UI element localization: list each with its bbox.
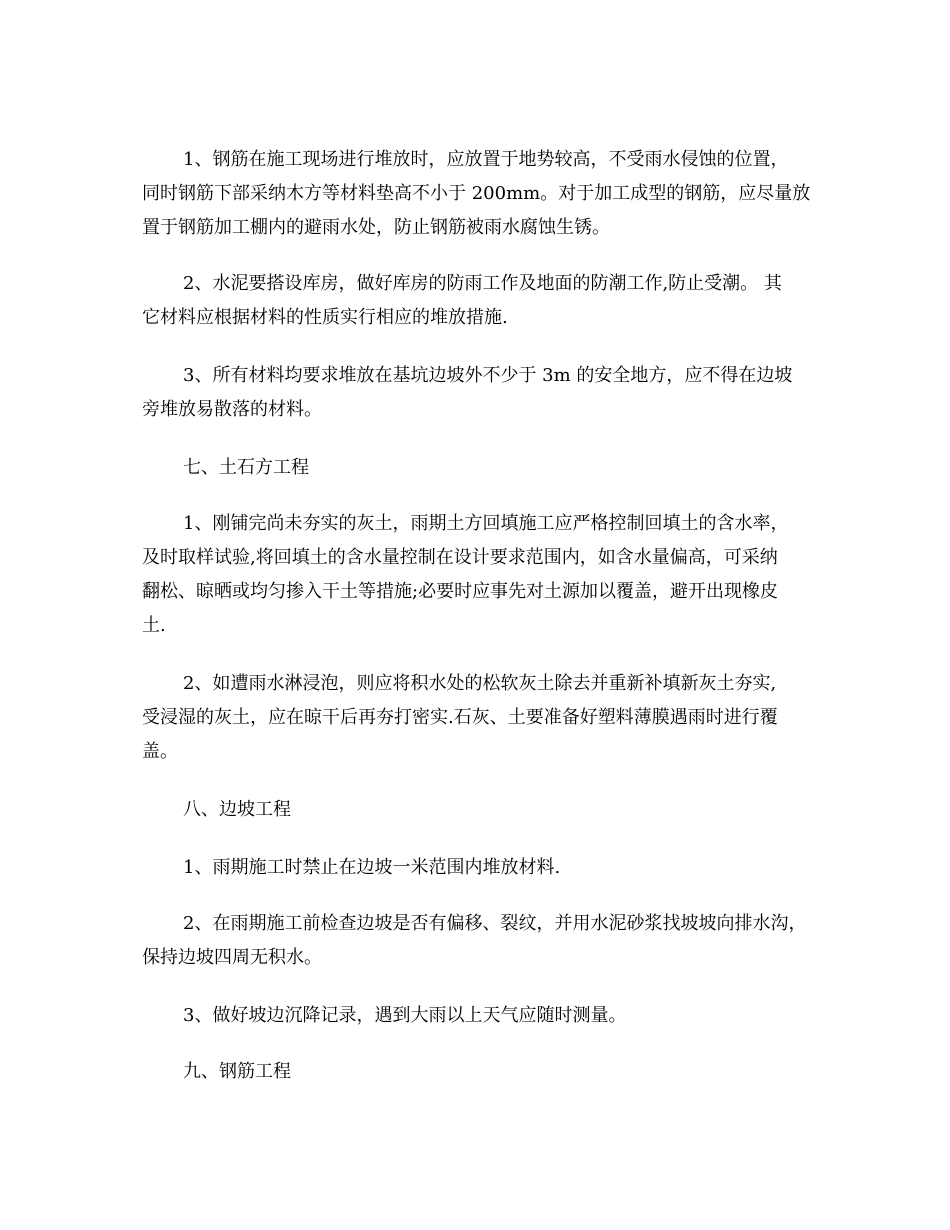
paragraph-line: 及时取样试验,将回填土的含水量控制在设计要求范围内，如含水量偏高，可采纳 [142,547,778,568]
section-heading: 七、土石方工程 [183,457,309,478]
paragraph-line: 3、所有材料均要求堆放在基坑边坡外不少于 3m 的安全地方，应不得在边坡 [183,365,793,386]
paragraph-line: 2、在雨期施工前检查边坡是否有偏移、裂纹，并用水泥砂浆找坡坡向排水沟， [183,913,807,934]
paragraph-line: 盖。 [142,741,178,762]
paragraph-line: 土. [142,615,166,636]
section-heading: 九、钢筋工程 [183,1061,291,1082]
paragraph-line: 1、刚铺完尚未夯实的灰土，雨期土方回填施工应严格控制回填土的含水率， [183,513,789,534]
paragraph-line: 翻松、晾晒或均匀掺入干土等措施;必要时应事先对土源加以覆盖，避开出现橡皮 [142,581,779,602]
paragraph-line: 置于钢筋加工棚内的避雨水处，防止钢筋被雨水腐蚀生锈。 [142,217,610,238]
paragraph-line: 1、钢筋在施工现场进行堆放时，应放置于地势较高，不受雨水侵蚀的位置， [183,149,789,170]
paragraph-line: 旁堆放易散落的材料。 [142,399,322,420]
paragraph-line: 它材料应根据材料的性质实行相应的堆放措施. [142,307,508,328]
paragraph-line: 受浸湿的灰土，应在晾干后再夯打密实.石灰、土要准备好塑料薄膜遇雨时进行覆 [142,707,778,728]
paragraph-line: 2、水泥要搭设库房，做好库房的防雨工作及地面的防潮工作,防止受潮。 其 [183,273,782,294]
section-heading: 八、边坡工程 [183,799,291,820]
paragraph-line: 同时钢筋下部采纳木方等材料垫高不小于 200mm。对于加工成型的钢筋，应尽量放 [142,183,811,204]
paragraph-line: 2、如遭雨水淋浸泡，则应将积水处的松软灰土除去并重新补填新灰土夯实, [183,673,777,694]
paragraph-line: 3、做好坡边沉降记录，遇到大雨以上天气应随时测量。 [183,1005,627,1026]
paragraph-line: 保持边坡四周无积水。 [142,947,322,968]
paragraph-line: 1、雨期施工时禁止在边坡一米范围内堆放材料. [183,857,561,878]
